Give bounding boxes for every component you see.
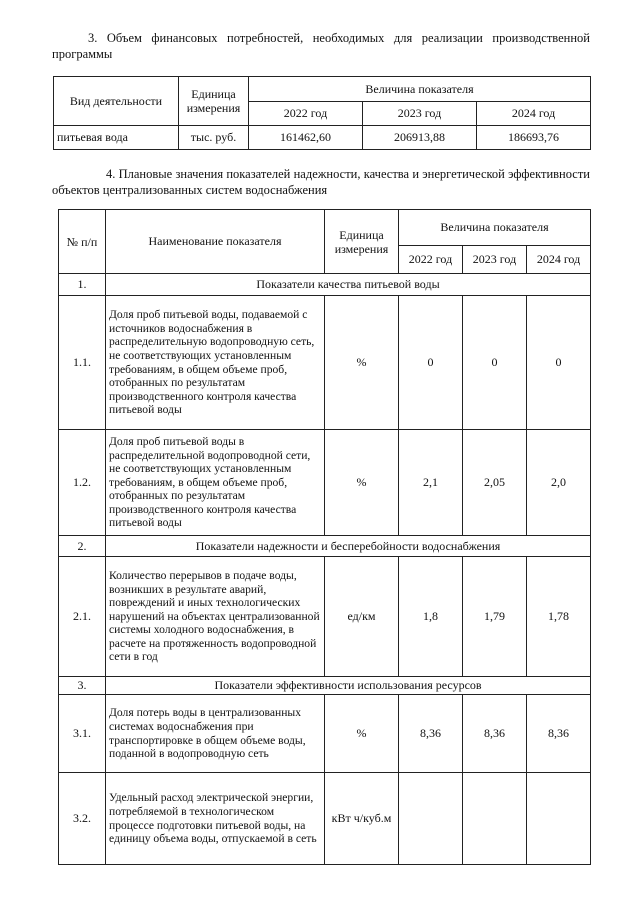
section-title-cell: Показатели эффективности использования ресурсов [106, 677, 591, 695]
table-row [59, 695, 591, 773]
section-num-cell: 1. [59, 274, 106, 296]
year-header: 2023 год [463, 246, 527, 274]
indicator-name-cell: Доля потерь воды в централизованных системах водоснабжения при транспортировке в общем объеме воды, поданной в водопроводную сеть [106, 695, 325, 773]
value-cell: 206913,88 [363, 126, 477, 150]
year-header: 2024 год [527, 246, 591, 274]
value-cell [463, 773, 527, 865]
value-cell: 2,05 [463, 430, 527, 536]
row-num-cell: 2.1. [59, 557, 106, 677]
section-title-cell: Показатели надежности и бесперебойности водоснабжения [106, 536, 591, 557]
value-cell: 8,36 [463, 695, 527, 773]
row-num-cell: 1.1. [59, 296, 106, 430]
value-cell: 1,79 [463, 557, 527, 677]
value-cell: 1,78 [527, 557, 591, 677]
table-row [59, 296, 591, 430]
unit-cell: % [325, 296, 399, 430]
indicator-name-cell: Количество перерывов в подаче воды, возникших в результате аварий, повреждений и иных технологических нарушений на объектах централизованной системы холодного водоснабжения, в расчете на протяженность водопроводной сети в год [106, 557, 325, 677]
unit-cell: % [325, 430, 399, 536]
indicator-name-cell: Удельный расход электрической энергии, потребляемой в технологическом процессе подготовки питьевой воды, на единицу объема воды, отпускаемой в сеть [106, 773, 325, 865]
table-row [59, 430, 591, 536]
indicator-name-cell: Доля проб питьевой воды в распределительной водопроводной сети, не соответствующих установленным требованиям, в общем объеме проб, отобранных по результатам производственного контроля качества питьевой воды [106, 430, 325, 536]
row-num-cell: 1.2. [59, 430, 106, 536]
year-header: 2024 год [477, 102, 591, 126]
row-num-cell: 3.2. [59, 773, 106, 865]
value-cell: 8,36 [399, 695, 463, 773]
section-row [59, 536, 591, 557]
section-num-cell: 2. [59, 536, 106, 557]
unit-cell: % [325, 695, 399, 773]
row-num-cell: 3.1. [59, 695, 106, 773]
section-row [59, 274, 591, 296]
unit-cell: тыс. руб. [179, 126, 249, 150]
table-row [59, 773, 591, 865]
table-header-row [54, 77, 591, 102]
section-num-cell: 3. [59, 677, 106, 695]
col-num-header: № п/п [59, 210, 106, 274]
value-cell: 8,36 [527, 695, 591, 773]
value-cell: 2,0 [527, 430, 591, 536]
section-row [59, 677, 591, 695]
section-4-heading: 4. Плановые значения показателей надежности, качества и энергетической эффективности объектов централизованных систем водоснабжения [52, 167, 590, 197]
value-cell: 186693,76 [477, 126, 591, 150]
value-cell [527, 773, 591, 865]
table-row [59, 557, 591, 677]
indicators-table [58, 209, 591, 865]
value-cell: 0 [463, 296, 527, 430]
col-unit-header: Единица измерения [325, 210, 399, 274]
value-cell [399, 773, 463, 865]
section-3-heading: 3. Объем финансовых потребностей, необходимых для реализации производственной программы [52, 31, 590, 61]
value-cell: 161462,60 [249, 126, 363, 150]
unit-cell: ед/км [325, 557, 399, 677]
col-unit-header: Единица измерения [179, 77, 249, 126]
year-header: 2022 год [249, 102, 363, 126]
activity-cell: питьевая вода [54, 126, 179, 150]
section-title-cell: Показатели качества питьевой воды [106, 274, 591, 296]
year-header: 2022 год [399, 246, 463, 274]
col-value-header: Величина показателя [399, 210, 591, 246]
value-cell: 1,8 [399, 557, 463, 677]
financial-needs-table [53, 76, 591, 150]
unit-cell: кВт ч/куб.м [325, 773, 399, 865]
col-value-header: Величина показателя [249, 77, 591, 102]
value-cell: 0 [527, 296, 591, 430]
col-activity-header: Вид деятельности [54, 77, 179, 126]
value-cell: 2,1 [399, 430, 463, 536]
col-name-header: Наименование показателя [106, 210, 325, 274]
indicator-name-cell: Доля проб питьевой воды, подаваемой с источников водоснабжения в распределительную водопроводную сеть, не соответствующих установленным требованиям, в общем объеме проб, отобранных по результатам производственного контроля качества питьевой воды [106, 296, 325, 430]
value-cell: 0 [399, 296, 463, 430]
year-header: 2023 год [363, 102, 477, 126]
table-header-row [59, 210, 591, 246]
table-row [54, 126, 591, 150]
